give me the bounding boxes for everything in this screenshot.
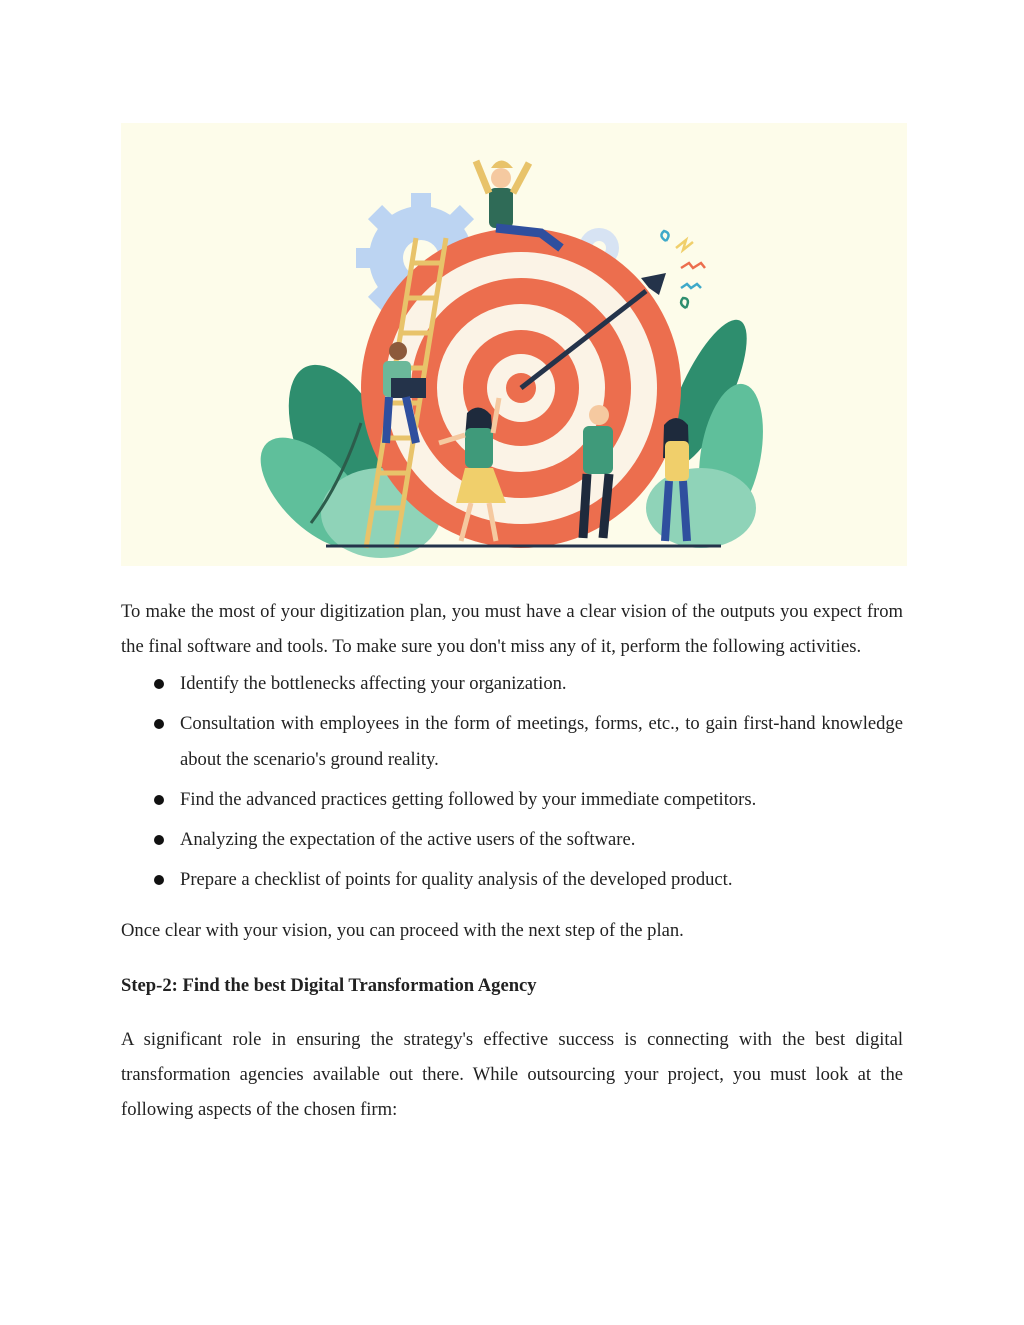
bullet-icon <box>154 679 164 689</box>
target-illustration <box>121 123 907 566</box>
activities-list <box>121 666 903 898</box>
list-item-text: Prepare a checklist of points for quality analysis of the developed product. <box>180 869 733 891</box>
step-heading: Step-2: Find the best Digital Transformation Agency <box>121 974 537 996</box>
list-item-text: Find the advanced practices getting followed by your immediate competitors. <box>180 789 757 811</box>
document-body <box>121 595 903 1127</box>
list-item <box>121 822 903 858</box>
bullet-icon <box>154 835 164 845</box>
intro-paragraph: To make the most of your digitization plan, you must have a clear vision of the outputs you expect from the final software and tools. To make sure you don't miss any of it, perform the following activities. <box>121 601 903 657</box>
list-item <box>121 706 903 778</box>
list-item <box>121 666 903 702</box>
list-item-text: Consultation with employees in the form of meetings, forms, etc., to gain first-hand knowledge about the scenario's ground reality. <box>180 713 903 771</box>
bullet-icon <box>154 875 164 885</box>
vision-paragraph: Once clear with your vision, you can proceed with the next step of the plan. <box>121 920 684 942</box>
bullet-icon <box>154 795 164 805</box>
bullet-icon <box>154 719 164 729</box>
list-item <box>121 862 903 898</box>
agency-paragraph: A significant role in ensuring the strategy's effective success is connecting with the best digital transformation agencies available out there. While outsourcing your project, you must look at the following aspects of the chosen firm: <box>121 1029 903 1120</box>
list-item-text: Identify the bottlenecks affecting your organization. <box>180 673 567 695</box>
list-item <box>121 782 903 818</box>
list-item-text: Analyzing the expectation of the active users of the software. <box>180 829 636 851</box>
